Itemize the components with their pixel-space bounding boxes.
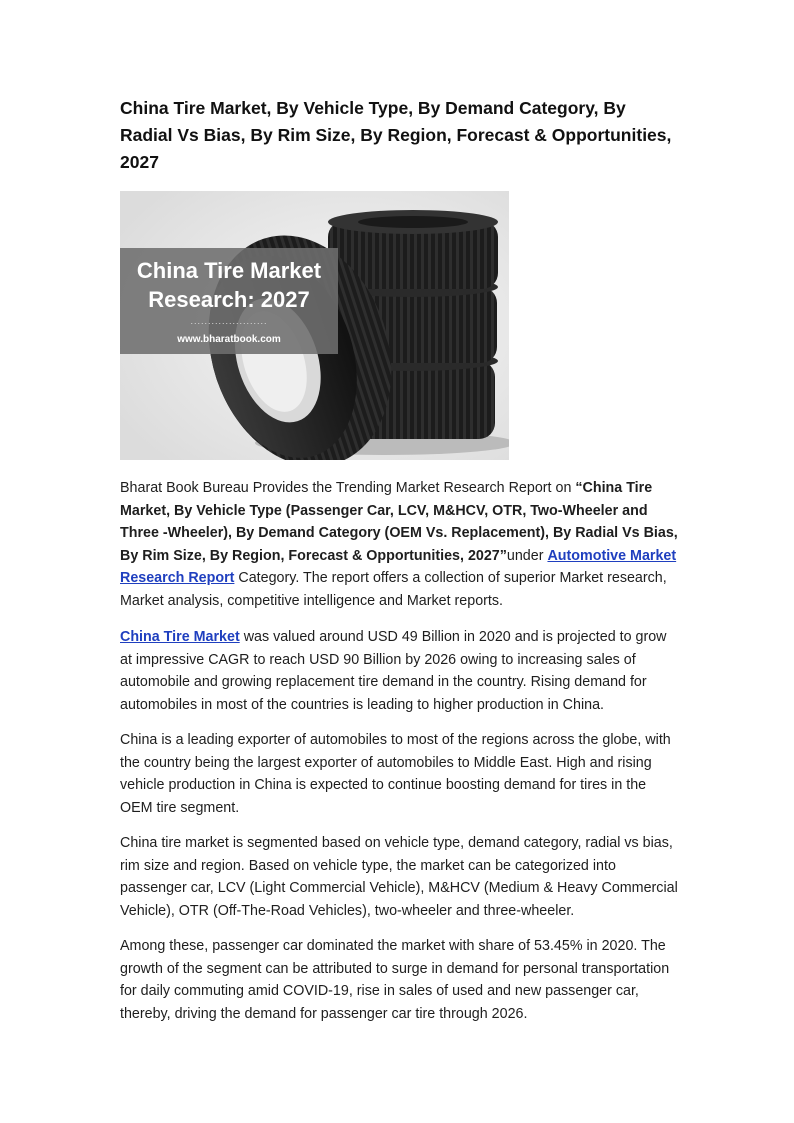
banner-title-line2: Research: 2027 bbox=[148, 287, 310, 312]
report-banner-image bbox=[120, 191, 509, 460]
banner-title bbox=[120, 256, 338, 314]
market-value-text: was valued around USD 49 Billion in 2020 and is projected to grow at impressive CAGR to reach USD 90 Billion by 2026 owing to increasing sales of automobile and growing replacement tire demand in the country. Rising demand for automobiles in most of the countries is leading to higher production in China. bbox=[120, 629, 667, 713]
banner-url: www.bharatbook.com bbox=[177, 334, 281, 345]
paragraph-passenger-car: Among these, passenger car dominated the market with share of 53.45% in 2020. The growth of the segment can be attributed to surge in demand for personal transportation for daily commuting amid COVID-19, rise in sales of used and new passenger car, thereby, driving the demand for passenger car tire through 2026. bbox=[120, 938, 670, 1022]
report-name-bold: “China Tire Market, By Vehicle Type (Passenger Car, LCV, M&HCV, OTR, Two-Wheeler and Three -Wheeler), By Demand Category (OEM Vs. Replacement), By Radial Vs Bias, By Rim Size, By Region, Forecast & Opportunities, 2027” bbox=[120, 480, 678, 564]
paragraph-intro bbox=[120, 477, 682, 612]
paragraph-segmentation: China tire market is segmented based on vehicle type, demand category, radial vs bias, rim size and region. Based on vehicle type, the market can be categorized into passenger car, LCV (Light Commercial Vehicle), M&HCV (Medium & Heavy Commercial Vehicle), OTR (Off-The-Road Vehicles), two-wheeler and three-wheeler. bbox=[120, 835, 678, 919]
intro-lead: Bharat Book Bureau Provides the Trending Market Research Report on bbox=[120, 480, 576, 496]
banner-divider: ...................... bbox=[190, 316, 268, 326]
intro-mid: under bbox=[506, 547, 548, 564]
intro-tail: Category. The report offers a collection of superior Market research, Market analysis, competitive intelligence and Market reports. bbox=[120, 570, 667, 609]
document-page bbox=[120, 95, 682, 1025]
paragraph-market-value bbox=[120, 626, 682, 716]
china-tire-market-link[interactable]: China Tire Market bbox=[120, 629, 240, 645]
banner-title-line1: China Tire Market bbox=[136, 258, 322, 283]
report-title: China Tire Market, By Vehicle Type, By Demand Category, By Radial Vs Bias, By Rim Size, By Region, Forecast & Opportunities, 2027 bbox=[120, 98, 672, 172]
paragraph-exports: China is a leading exporter of automobiles to most of the regions across the globe, with the country being the largest exporter of automobiles to Middle East. High and rising vehicle production in China is expected to continue boosting demand for tires in the OEM tire segment. bbox=[120, 732, 671, 816]
automotive-market-research-link[interactable]: Automotive Market Research Report bbox=[120, 547, 677, 586]
banner-caption-box bbox=[120, 248, 338, 354]
